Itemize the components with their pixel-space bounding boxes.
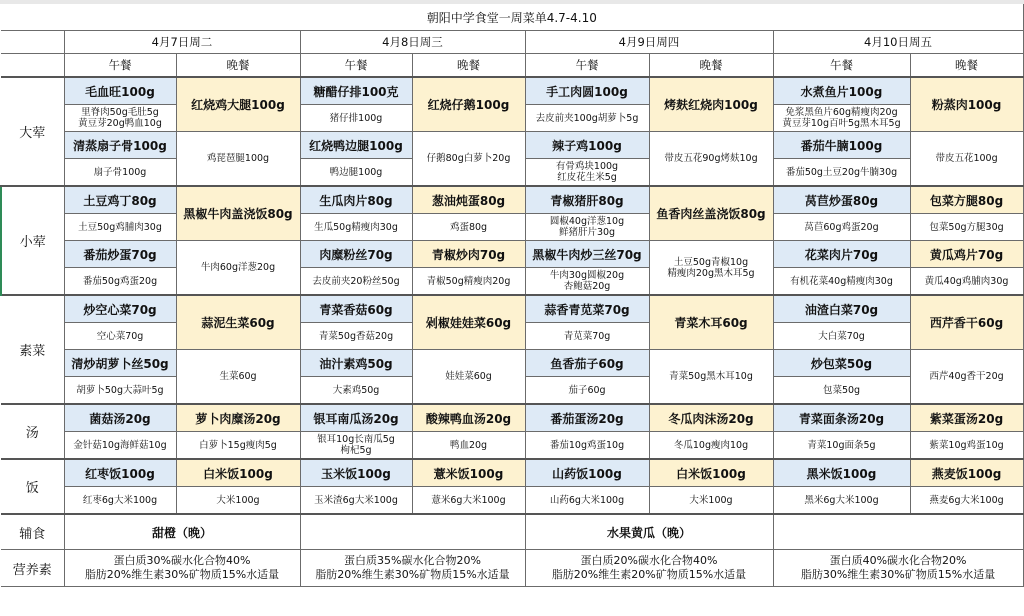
dish-name: 油渣白菜70g — [773, 295, 910, 323]
dish-ingredients: 鸡蛋80g — [412, 214, 525, 241]
dish-name: 青椒猪肝80g — [525, 186, 649, 214]
meal-header-dinner: 晚餐 — [910, 54, 1023, 78]
dish-name: 青椒炒肉70g — [412, 241, 525, 268]
meal-header-lunch: 午餐 — [300, 54, 412, 78]
dish-ingredients: 黄瓜40g鸡脯肉30g — [910, 268, 1023, 296]
dish-name: 手工肉圆100g — [525, 77, 649, 105]
dish-ingredients: 带皮五花100g — [910, 132, 1023, 187]
dish-ingredients: 银耳10g长南瓜5g 枸杞5g — [300, 432, 412, 460]
dish-ingredients: 牛肉60g洋葱20g — [176, 241, 300, 296]
dish-ingredients: 娃娃菜60g — [412, 350, 525, 405]
dish-ingredients: 番茄50g鸡蛋20g — [64, 268, 176, 296]
dish-name: 红烧仔鹅100g — [412, 77, 525, 132]
side-dish: 水果黄瓜（晚） — [525, 514, 773, 550]
dish-ingredients: 红枣6g大米100g — [64, 487, 176, 515]
dish-name: 玉米饭100g — [300, 459, 412, 487]
side-dish — [300, 514, 525, 550]
dish-name: 水煮鱼片100g — [773, 77, 910, 105]
dish-ingredients: 大素鸡50g — [300, 377, 412, 405]
dish-name: 番茄炒蛋70g — [64, 241, 176, 268]
dish-ingredients: 包菜50g — [773, 377, 910, 405]
dish-name: 烤麸红烧肉100g — [649, 77, 773, 132]
dish-ingredients: 金针菇10g海鲜菇10g — [64, 432, 176, 460]
nutrition-info — [64, 550, 300, 587]
dish-name: 紫菜蛋汤20g — [910, 404, 1023, 432]
dish-name: 青菜面条汤20g — [773, 404, 910, 432]
dish-ingredients: 番茄50g土豆20g牛腩30g — [773, 159, 910, 187]
category-vegetable: 素菜 — [1, 295, 64, 404]
nutrition-info — [525, 550, 773, 587]
dish-name: 菌菇汤20g — [64, 404, 176, 432]
dish-name: 蒜香青苋菜70g — [525, 295, 649, 323]
dish-ingredients: 生菜60g — [176, 350, 300, 405]
dish-ingredients: 青菜10g面条5g — [773, 432, 910, 460]
dish-name: 花菜肉片70g — [773, 241, 910, 268]
dish-name: 山药饭100g — [525, 459, 649, 487]
dish-name: 清蒸扇子骨100g — [64, 132, 176, 159]
dish-name: 粉蒸肉100g — [910, 77, 1023, 132]
dish-name: 红烧鸡大腿100g — [176, 77, 300, 132]
dish-ingredients: 青菜50g香菇20g — [300, 323, 412, 350]
dish-ingredients: 空心菜70g — [64, 323, 176, 350]
dish-name: 莴苣炒蛋80g — [773, 186, 910, 214]
dish-ingredients: 莴苣60g鸡蛋20g — [773, 214, 910, 241]
dish-name: 青菜木耳60g — [649, 295, 773, 350]
dish-name: 葱油炖蛋80g — [412, 186, 525, 214]
dish-ingredients: 黑米6g大米100g — [773, 487, 910, 515]
meal-header-dinner: 晚餐 — [649, 54, 773, 78]
dish-name: 包菜方腿80g — [910, 186, 1023, 214]
dish-name: 蒜泥生菜60g — [176, 295, 300, 350]
meal-header-dinner: 晚餐 — [412, 54, 525, 78]
corner-cell — [1, 54, 64, 78]
day-header-3: 4月9日周四 — [525, 31, 773, 54]
dish-ingredients: 去皮前夹100g胡萝卜5g — [525, 105, 649, 132]
dish-name: 酸辣鸭血汤20g — [412, 404, 525, 432]
dish-name: 燕麦饭100g — [910, 459, 1023, 487]
nutrition-line-1: 蛋白质20%碳水化合物40% — [580, 554, 718, 567]
dish-ingredients: 包菜50g方腿30g — [910, 214, 1023, 241]
dish-name: 糖醋仔排100克 — [300, 77, 412, 105]
nutrition-line-2: 脂肪20%维生素30%矿物质15%水适量 — [315, 568, 510, 581]
dish-name: 土豆鸡丁80g — [64, 186, 176, 214]
dish-ingredients: 茄子60g — [525, 377, 649, 405]
dish-name: 炒空心菜70g — [64, 295, 176, 323]
dish-name: 黑米饭100g — [773, 459, 910, 487]
nutrition-line-1: 蛋白质40%碳水化合物20% — [829, 554, 967, 567]
dish-name: 白米饭100g — [176, 459, 300, 487]
corner-cell — [1, 31, 64, 54]
dish-name: 番茄蛋汤20g — [525, 404, 649, 432]
dish-ingredients: 山药6g大米100g — [525, 487, 649, 515]
category-small-meat: 小荤 — [1, 186, 64, 295]
dish-name: 辣子鸡100g — [525, 132, 649, 159]
dish-name: 油汁素鸡50g — [300, 350, 412, 377]
dish-ingredients: 去皮前夹20粉丝50g — [300, 268, 412, 296]
dish-ingredients: 圆椒40g洋葱10g 鲜猪肝片30g — [525, 214, 649, 241]
meal-header-lunch: 午餐 — [64, 54, 176, 78]
dish-ingredients: 大白菜70g — [773, 323, 910, 350]
dish-name: 黄瓜鸡片70g — [910, 241, 1023, 268]
nutrition-line-2: 脂肪20%维生素30%矿物质15%水适量 — [84, 568, 280, 581]
dish-name: 鱼香茄子60g — [525, 350, 649, 377]
dish-name: 剁椒娃娃菜60g — [412, 295, 525, 350]
dish-ingredients: 鸡琵琶腿100g — [176, 132, 300, 187]
dish-name: 黑椒牛肉盖浇饭80g — [176, 186, 300, 241]
dish-name: 青菜香菇60g — [300, 295, 412, 323]
dish-ingredients: 土豆50g青椒10g 精瘦肉20g黑木耳5g — [649, 241, 773, 296]
dish-ingredients: 大米100g — [649, 487, 773, 515]
dish-ingredients: 青菜50g黑木耳10g — [649, 350, 773, 405]
dish-ingredients: 生瓜50g精瘦肉30g — [300, 214, 412, 241]
dish-ingredients: 里脊肉50g毛肚5g 黄豆芽20g鸭血10g — [64, 105, 176, 132]
dish-name: 银耳南瓜汤20g — [300, 404, 412, 432]
dish-name: 红枣饭100g — [64, 459, 176, 487]
dish-ingredients: 鸭边腿100g — [300, 159, 412, 187]
category-big-meat: 大荤 — [1, 77, 64, 186]
nutrition-info — [773, 550, 1023, 587]
dish-name: 西芹香干60g — [910, 295, 1023, 350]
meal-header-lunch: 午餐 — [525, 54, 649, 78]
nutrition-line-2: 脂肪20%维生素20%矿物质15%水适量 — [551, 568, 747, 581]
category-nutrition: 营养素 — [1, 550, 64, 587]
dish-ingredients: 鸭血20g — [412, 432, 525, 460]
category-side: 辅食 — [1, 514, 64, 550]
dish-ingredients: 玉米渣6g大米100g — [300, 487, 412, 515]
dish-ingredients: 猪仔排100g — [300, 105, 412, 132]
dish-name: 鱼香肉丝盖浇饭80g — [649, 186, 773, 241]
dish-ingredients: 薏米6g大米100g — [412, 487, 525, 515]
category-soup: 汤 — [1, 404, 64, 459]
dish-ingredients: 紫菜10g鸡蛋10g — [910, 432, 1023, 460]
nutrition-line-2: 脂肪30%维生素30%矿物质15%水适量 — [800, 568, 996, 581]
dish-ingredients: 燕麦6g大米100g — [910, 487, 1023, 515]
dish-ingredients: 牛肉30g圆椒20g 杏鲍菇20g — [525, 268, 649, 296]
meal-header-dinner: 晚餐 — [176, 54, 300, 78]
dish-ingredients: 大米100g — [176, 487, 300, 515]
dish-name: 萝卜肉糜汤20g — [176, 404, 300, 432]
day-header-1: 4月7日周二 — [64, 31, 300, 54]
nutrition-line-1: 蛋白质30%碳水化合物40% — [113, 554, 251, 567]
nutrition-info — [300, 550, 525, 587]
dish-ingredients: 胡萝卜50g大蒜叶5g — [64, 377, 176, 405]
side-dish — [773, 514, 1023, 550]
dish-ingredients: 青椒50g精瘦肉20g — [412, 268, 525, 296]
page-title: 朝阳中学食堂一周菜单4.7-4.10 — [1, 4, 1023, 31]
dish-name: 生瓜肉片80g — [300, 186, 412, 214]
dish-ingredients: 土豆50g鸡脯肉30g — [64, 214, 176, 241]
weekly-menu-table — [0, 4, 1024, 587]
dish-ingredients: 免浆黑鱼片60g精瘦肉20g 黄豆芽10g百叶5g黑木耳5g — [773, 105, 910, 132]
dish-ingredients: 西芹40g香干20g — [910, 350, 1023, 405]
dish-ingredients: 青苋菜70g — [525, 323, 649, 350]
category-rice: 饭 — [1, 459, 64, 514]
nutrition-line-1: 蛋白质35%碳水化合物20% — [344, 554, 481, 567]
dish-name: 炒包菜50g — [773, 350, 910, 377]
dish-ingredients: 扇子骨100g — [64, 159, 176, 187]
dish-name: 薏米饭100g — [412, 459, 525, 487]
dish-ingredients: 仔鹅80g白萝卜20g — [412, 132, 525, 187]
meal-header-lunch: 午餐 — [773, 54, 910, 78]
dish-ingredients: 番茄10g鸡蛋10g — [525, 432, 649, 460]
side-dish: 甜橙（晚） — [64, 514, 300, 550]
dish-ingredients: 带皮五花90g烤麸10g — [649, 132, 773, 187]
dish-ingredients: 有骨鸡块100g 红皮花生米5g — [525, 159, 649, 187]
dish-name: 肉糜粉丝70g — [300, 241, 412, 268]
day-header-4: 4月10日周五 — [773, 31, 1023, 54]
dish-ingredients: 有机花菜40g精瘦肉30g — [773, 268, 910, 296]
day-header-2: 4月8日周三 — [300, 31, 525, 54]
dish-name: 冬瓜肉沫汤20g — [649, 404, 773, 432]
dish-name: 番茄牛腩100g — [773, 132, 910, 159]
dish-name: 黑椒牛肉炒三丝70g — [525, 241, 649, 268]
dish-name: 红烧鸭边腿100g — [300, 132, 412, 159]
dish-name: 白米饭100g — [649, 459, 773, 487]
dish-ingredients: 白萝卜15g瘦肉5g — [176, 432, 300, 460]
menu-sheet — [0, 4, 1022, 587]
dish-name: 清炒胡萝卜丝50g — [64, 350, 176, 377]
dish-ingredients: 冬瓜10g瘦肉10g — [649, 432, 773, 460]
dish-name: 毛血旺100g — [64, 77, 176, 105]
